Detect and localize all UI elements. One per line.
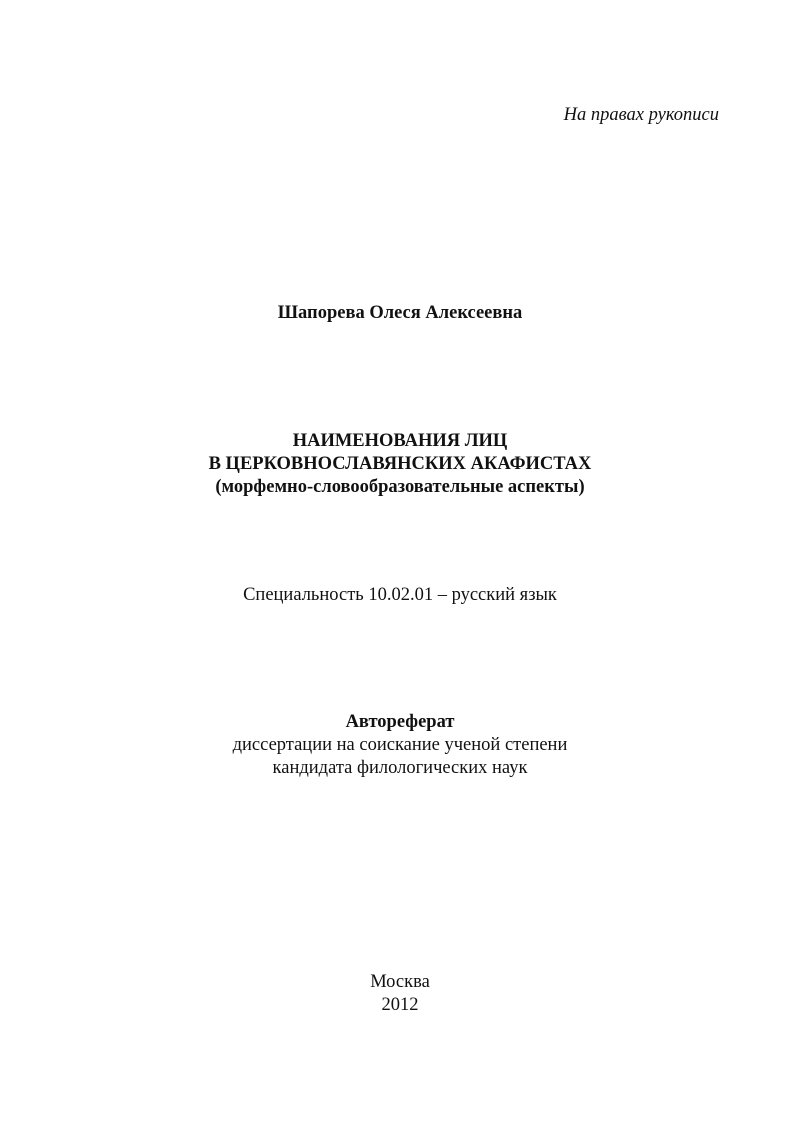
abstract-heading: Автореферат — [345, 712, 455, 732]
rights-note: На правах рукописи — [563, 105, 719, 125]
abstract-line-2: кандидата филологических наук — [272, 758, 528, 778]
title-line-2: В ЦЕРКОВНОСЛАВЯНСКИХ АКАФИСТАХ — [208, 454, 592, 474]
city: Москва — [370, 972, 430, 992]
year: 2012 — [381, 995, 419, 1015]
title-subtitle: (морфемно-словообразовательные аспекты) — [215, 477, 585, 497]
author-name: Шапорева Олеся Алексеевна — [277, 303, 523, 323]
specialty: Специальность 10.02.01 – русский язык — [243, 585, 557, 605]
abstract-line-1: диссертации на соискание ученой степени — [232, 735, 568, 755]
title-line-1: НАИМЕНОВАНИЯ ЛИЦ — [292, 431, 508, 451]
